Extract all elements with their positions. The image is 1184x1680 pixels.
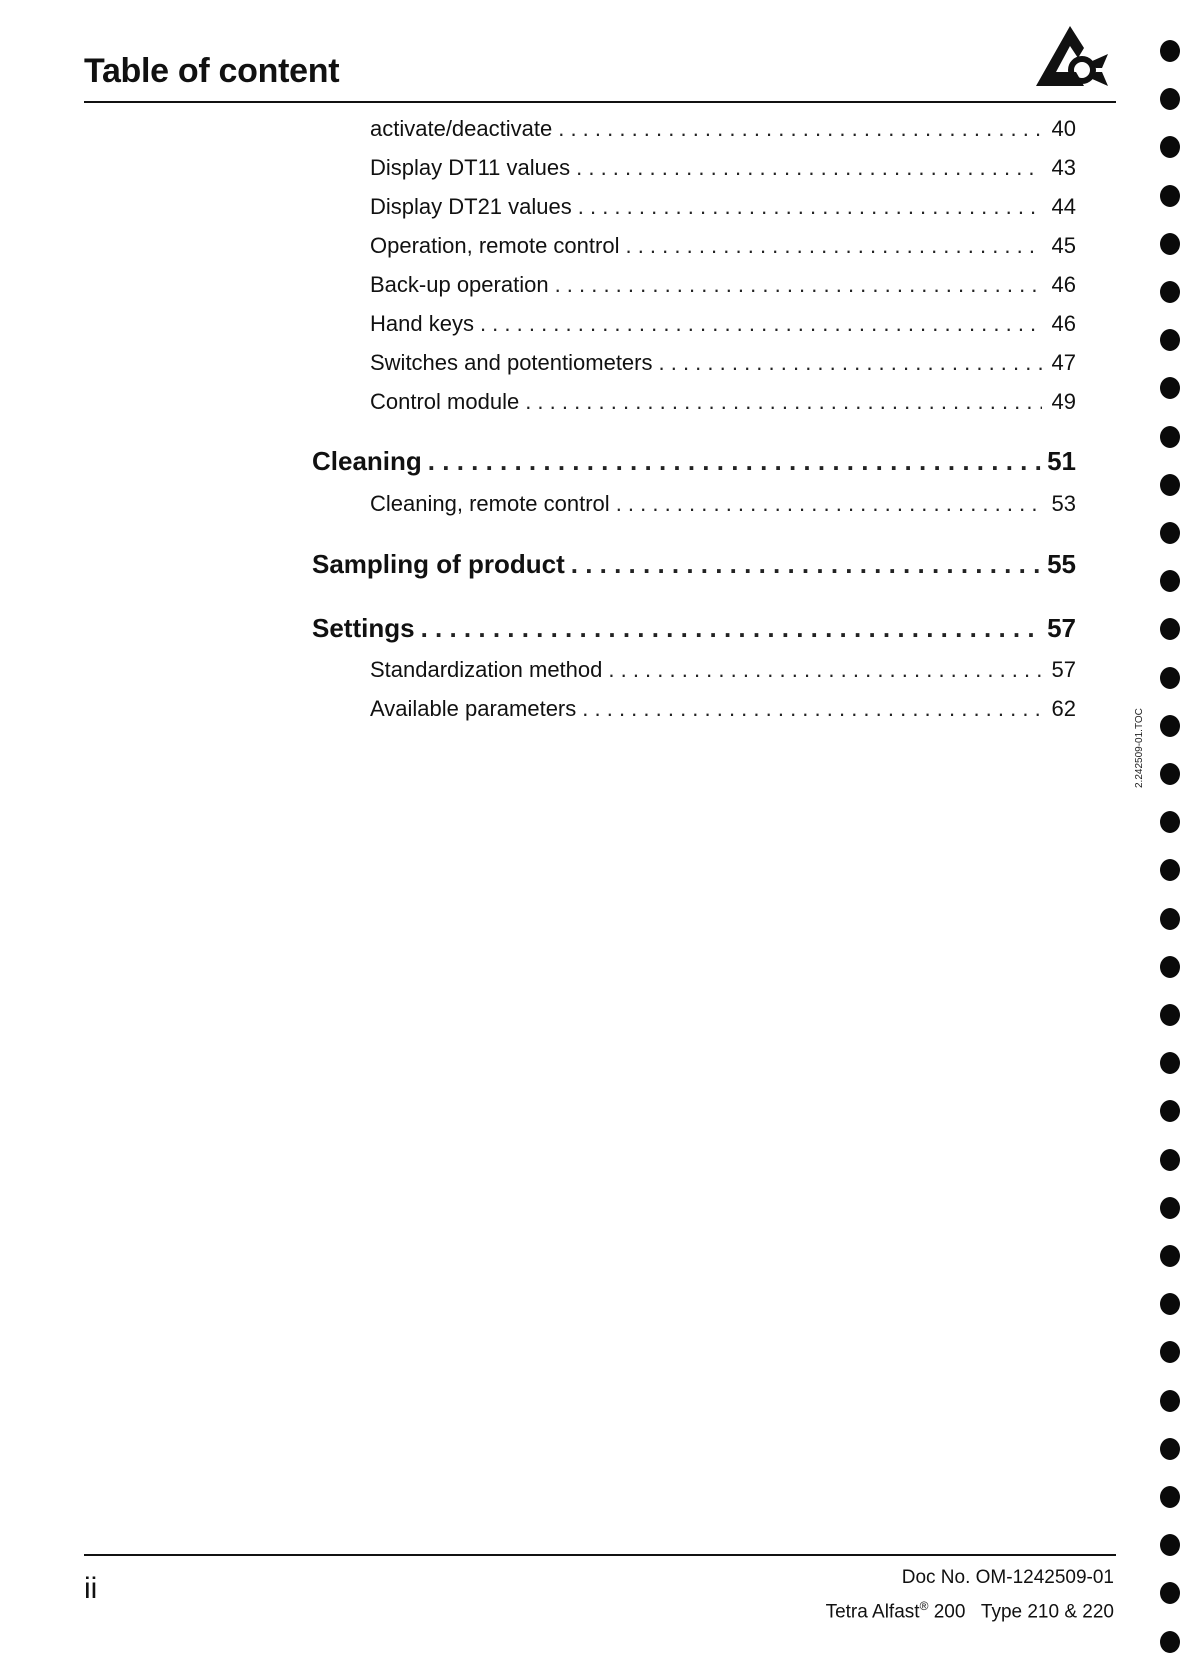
toc-entry-label: Standardization method: [370, 657, 603, 682]
toc-entry-page: 44: [1051, 194, 1076, 219]
side-document-code: 2.242509-01.TOC: [1134, 708, 1145, 788]
footer-doc-number: Doc No. OM-1242509-01: [901, 1567, 1114, 1588]
registered-mark: ®: [919, 1599, 929, 1613]
binder-hole: [1160, 618, 1180, 640]
toc-entry[interactable]: [370, 194, 1076, 220]
toc-entry-page: 46: [1051, 272, 1076, 297]
toc-leader-dots: [578, 194, 1042, 220]
footer-product-line: [826, 1592, 1114, 1626]
toc-entry[interactable]: [370, 491, 1076, 517]
tetra-pak-triangle-logo-icon: [1032, 24, 1114, 90]
toc-entry[interactable]: [370, 272, 1076, 298]
footer-doc-info: [826, 1564, 1114, 1626]
toc-chapter-label: Cleaning: [312, 446, 422, 476]
toc-entry-label: Control module: [370, 389, 520, 414]
binder-hole: [1160, 281, 1180, 303]
toc-entry-label: Back-up operation: [370, 272, 549, 297]
toc-leader-dots: [582, 696, 1042, 722]
footer-product-name: Tetra Alfast: [825, 1601, 920, 1623]
toc-leader-dots: [616, 491, 1042, 517]
footer-rule: [84, 1554, 1116, 1556]
toc-entry-label: activate/deactivate: [370, 116, 553, 141]
toc-entry[interactable]: [370, 696, 1076, 722]
toc-leader-dots: [608, 657, 1042, 683]
toc-entry-page: 45: [1051, 233, 1076, 258]
binder-hole: [1160, 1438, 1180, 1460]
toc-leader-dots: [525, 389, 1042, 415]
toc-leader-dots: [480, 311, 1042, 337]
toc-leader-dots: [576, 155, 1042, 181]
toc-chapter-label: Sampling of product: [312, 549, 565, 579]
toc-entry-page: 53: [1051, 491, 1076, 516]
binder-hole: [1160, 1534, 1180, 1556]
binder-hole: [1160, 426, 1180, 448]
binder-hole: [1160, 570, 1180, 592]
toc-leader-dots: [571, 549, 1041, 580]
toc-entry-page: 62: [1051, 696, 1076, 721]
toc-entry-label: Hand keys: [370, 311, 474, 336]
toc-entry-page: 43: [1051, 155, 1076, 180]
toc-entry-page: 46: [1051, 311, 1076, 336]
binder-hole: [1160, 474, 1180, 496]
binder-hole: [1160, 1149, 1180, 1171]
toc-entry[interactable]: [370, 389, 1076, 415]
binder-hole: [1160, 40, 1180, 62]
toc-chapter[interactable]: [312, 549, 1076, 580]
toc-entry[interactable]: [370, 116, 1076, 142]
binder-hole: [1160, 1390, 1180, 1412]
toc-entry[interactable]: [370, 350, 1076, 376]
binder-hole: [1160, 88, 1180, 110]
header-rule: [84, 101, 1116, 103]
page-title: Table of content: [84, 52, 340, 90]
toc-entry-page: 57: [1051, 657, 1076, 682]
binder-holes: [1158, 0, 1184, 1680]
binder-hole: [1160, 1100, 1180, 1122]
toc-chapter-page: 55: [1047, 549, 1076, 579]
binder-hole: [1160, 136, 1180, 158]
binder-hole: [1160, 1293, 1180, 1315]
binder-hole: [1160, 763, 1180, 785]
toc-entry[interactable]: [370, 657, 1076, 683]
binder-hole: [1160, 667, 1180, 689]
toc-chapter-page: 57: [1047, 613, 1076, 643]
binder-hole: [1160, 811, 1180, 833]
binder-hole: [1160, 1582, 1180, 1604]
toc-chapter[interactable]: [312, 446, 1076, 477]
binder-hole: [1160, 233, 1180, 255]
binder-hole: [1160, 377, 1180, 399]
binder-hole: [1160, 1341, 1180, 1363]
binder-hole: [1160, 956, 1180, 978]
toc-entry-label: Available parameters: [370, 696, 577, 721]
binder-hole: [1160, 1004, 1180, 1026]
footer-page-number: ii: [84, 1572, 98, 1605]
toc-entry[interactable]: [370, 155, 1076, 181]
binder-hole: [1160, 908, 1180, 930]
toc-leader-dots: [428, 446, 1041, 477]
toc-leader-dots: [555, 272, 1042, 298]
binder-hole: [1160, 859, 1180, 881]
toc-entry-label: Switches and potentiometers: [370, 350, 653, 375]
toc-leader-dots: [659, 350, 1043, 376]
toc-entry-label: Display DT21 values: [370, 194, 572, 219]
toc-entry[interactable]: [370, 233, 1076, 259]
toc-entry-label: Display DT11 values: [370, 155, 571, 180]
toc-chapter-label: Settings: [312, 613, 415, 643]
binder-hole: [1160, 1631, 1180, 1653]
binder-hole: [1160, 1197, 1180, 1219]
toc-entry[interactable]: [370, 311, 1076, 337]
binder-hole: [1160, 1486, 1180, 1508]
toc-entry-label: Cleaning, remote control: [370, 491, 610, 516]
binder-hole: [1160, 185, 1180, 207]
toc-leader-dots: [421, 613, 1042, 644]
footer-product-model: 200: [933, 1601, 966, 1623]
toc-entry-page: 40: [1051, 116, 1076, 141]
toc-entry-page: 49: [1051, 389, 1076, 414]
toc-leader-dots: [625, 233, 1042, 259]
binder-hole: [1160, 522, 1180, 544]
binder-hole: [1160, 329, 1180, 351]
binder-hole: [1160, 715, 1180, 737]
toc-leader-dots: [558, 116, 1042, 142]
toc-chapter[interactable]: [312, 613, 1076, 644]
toc-chapter-page: 51: [1047, 446, 1076, 476]
binder-hole: [1160, 1052, 1180, 1074]
binder-hole: [1160, 1245, 1180, 1267]
toc-entry-page: 47: [1051, 350, 1076, 375]
footer-product-type: Type 210 & 220: [980, 1601, 1114, 1623]
toc-entry-label: Operation, remote control: [370, 233, 620, 258]
